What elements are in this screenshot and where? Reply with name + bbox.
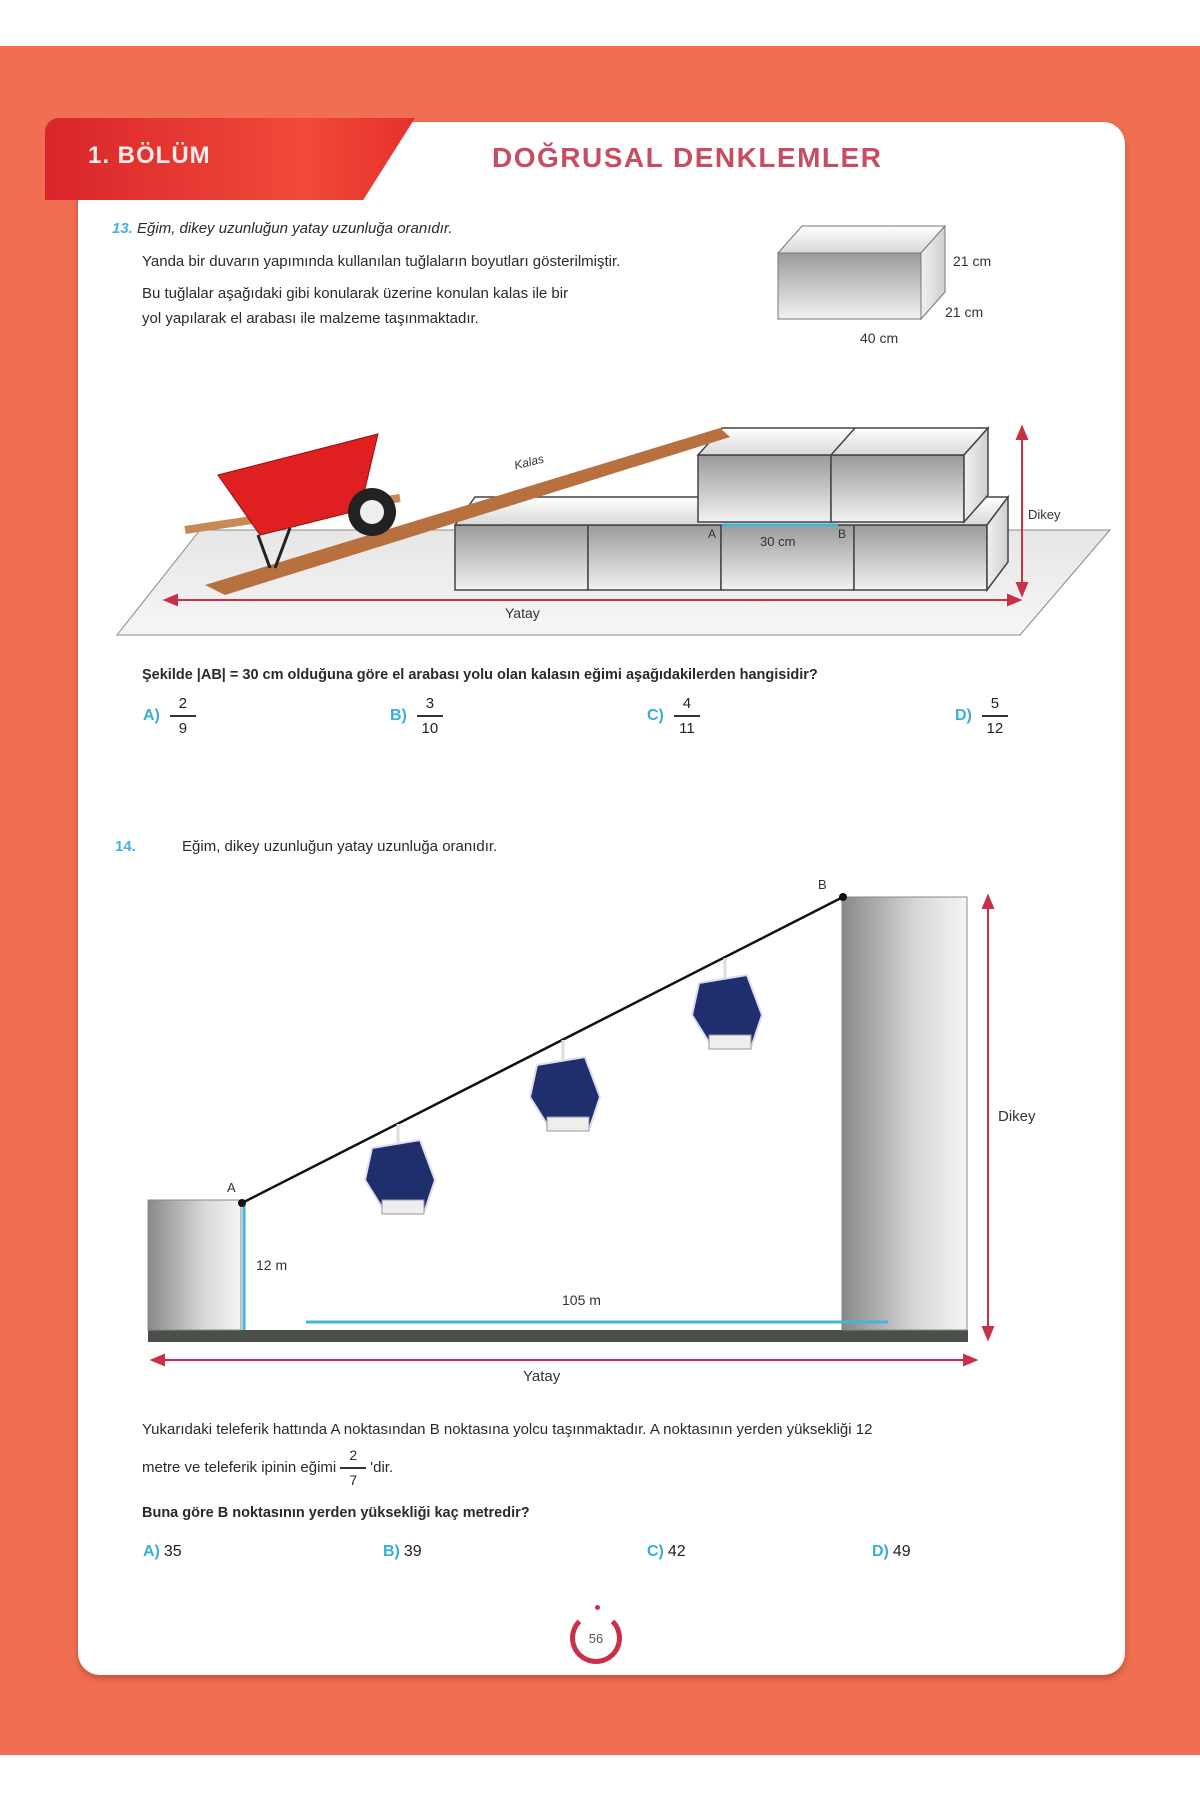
brick-length-label: 40 cm bbox=[860, 330, 899, 346]
point-a-label: A bbox=[708, 527, 717, 541]
vertical-label: Dikey bbox=[1028, 507, 1061, 522]
q13-line3: yol yapılarak el arabası ile malzeme taşınmaktadır. bbox=[142, 310, 479, 327]
q14-text-line1: Yukarıdaki teleferik hattında A noktasından B noktasına yolcu taşınmaktadır. A noktasının yerden yüksekliği 12 bbox=[142, 1421, 873, 1438]
point-a-label: A bbox=[227, 1180, 236, 1195]
fraction: $\frac{3}{10}$ bbox=[417, 695, 443, 737]
q13-question: Şekilde |AB| = 30 cm olduğuna göre el arabası yolu olan kalasın eğimi aşağıdakilerden hangisidir? bbox=[142, 667, 818, 683]
q14-question: Buna göre B noktasının yerden yüksekliği kaç metredir? bbox=[142, 1505, 530, 1521]
q14-option-d[interactable]: D) 49 bbox=[872, 1543, 911, 1560]
vertical-label: Dikey bbox=[998, 1108, 1036, 1125]
fraction: $\frac{2}{9}$ bbox=[170, 695, 196, 737]
q13-option-c[interactable]: C) $\frac{4}{11}$ bbox=[647, 695, 700, 737]
cabin bbox=[692, 958, 762, 1049]
point-b-label: B bbox=[818, 877, 827, 892]
page-title: DOĞRUSAL DENKLEMLER bbox=[492, 142, 883, 173]
q14-option-c[interactable]: C) 42 bbox=[647, 1543, 686, 1560]
distance-label: 105 m bbox=[562, 1292, 601, 1308]
q14-text-line2: metre ve teleferik ipinin eğimi $\frac{2}{7}$ 'dir. bbox=[142, 1447, 394, 1488]
page-number: 56 bbox=[570, 1612, 622, 1664]
brick-height-label: 21 cm bbox=[953, 253, 992, 269]
ab-length-label: 30 cm bbox=[760, 534, 796, 549]
q14-option-b[interactable]: B) 39 bbox=[383, 1543, 422, 1560]
q13-line2: Bu tuğlalar aşağıdaki gibi konularak üzerine konulan kalas ile bir bbox=[142, 285, 569, 302]
fraction: $\frac{5}{12}$ bbox=[982, 695, 1008, 737]
point-b-label: B bbox=[838, 527, 847, 541]
brick-depth-label: 21 cm bbox=[945, 304, 984, 320]
q14-number: 14. bbox=[115, 838, 136, 855]
q13-line1: Yanda bir duvarın yapımında kullanılan tuğlaların boyutları gösterilmiştir. bbox=[142, 253, 621, 270]
q13-option-a[interactable]: A) $\frac{2}{9}$ bbox=[143, 695, 196, 737]
q14-option-a[interactable]: A) 35 bbox=[143, 1543, 182, 1560]
slope-fraction: $\frac{2}{7}$ bbox=[340, 1447, 366, 1489]
a-height-label: 12 m bbox=[256, 1257, 288, 1273]
horizontal-label: Yatay bbox=[523, 1368, 561, 1385]
q13-number: 13. bbox=[112, 220, 133, 237]
q13-definition: 13. Eğim, dikey uzunluğun yatay uzunluğa oranıdır. bbox=[112, 220, 453, 237]
cabin bbox=[365, 1124, 435, 1214]
cabin bbox=[530, 1040, 600, 1131]
fraction: $\frac{4}{11}$ bbox=[674, 695, 700, 737]
horizontal-label: Yatay bbox=[505, 605, 540, 621]
q13-option-b[interactable]: B) $\frac{3}{10}$ bbox=[390, 695, 443, 737]
q13-option-d[interactable]: D) $\frac{5}{12}$ bbox=[955, 695, 1008, 737]
page-number-dot bbox=[595, 1605, 600, 1610]
q14-definition: Eğim, dikey uzunluğun yatay uzunluğa oranıdır. bbox=[182, 838, 498, 855]
plank-label: Kalas bbox=[512, 451, 546, 473]
section-label: 1. BÖLÜM bbox=[88, 142, 211, 169]
